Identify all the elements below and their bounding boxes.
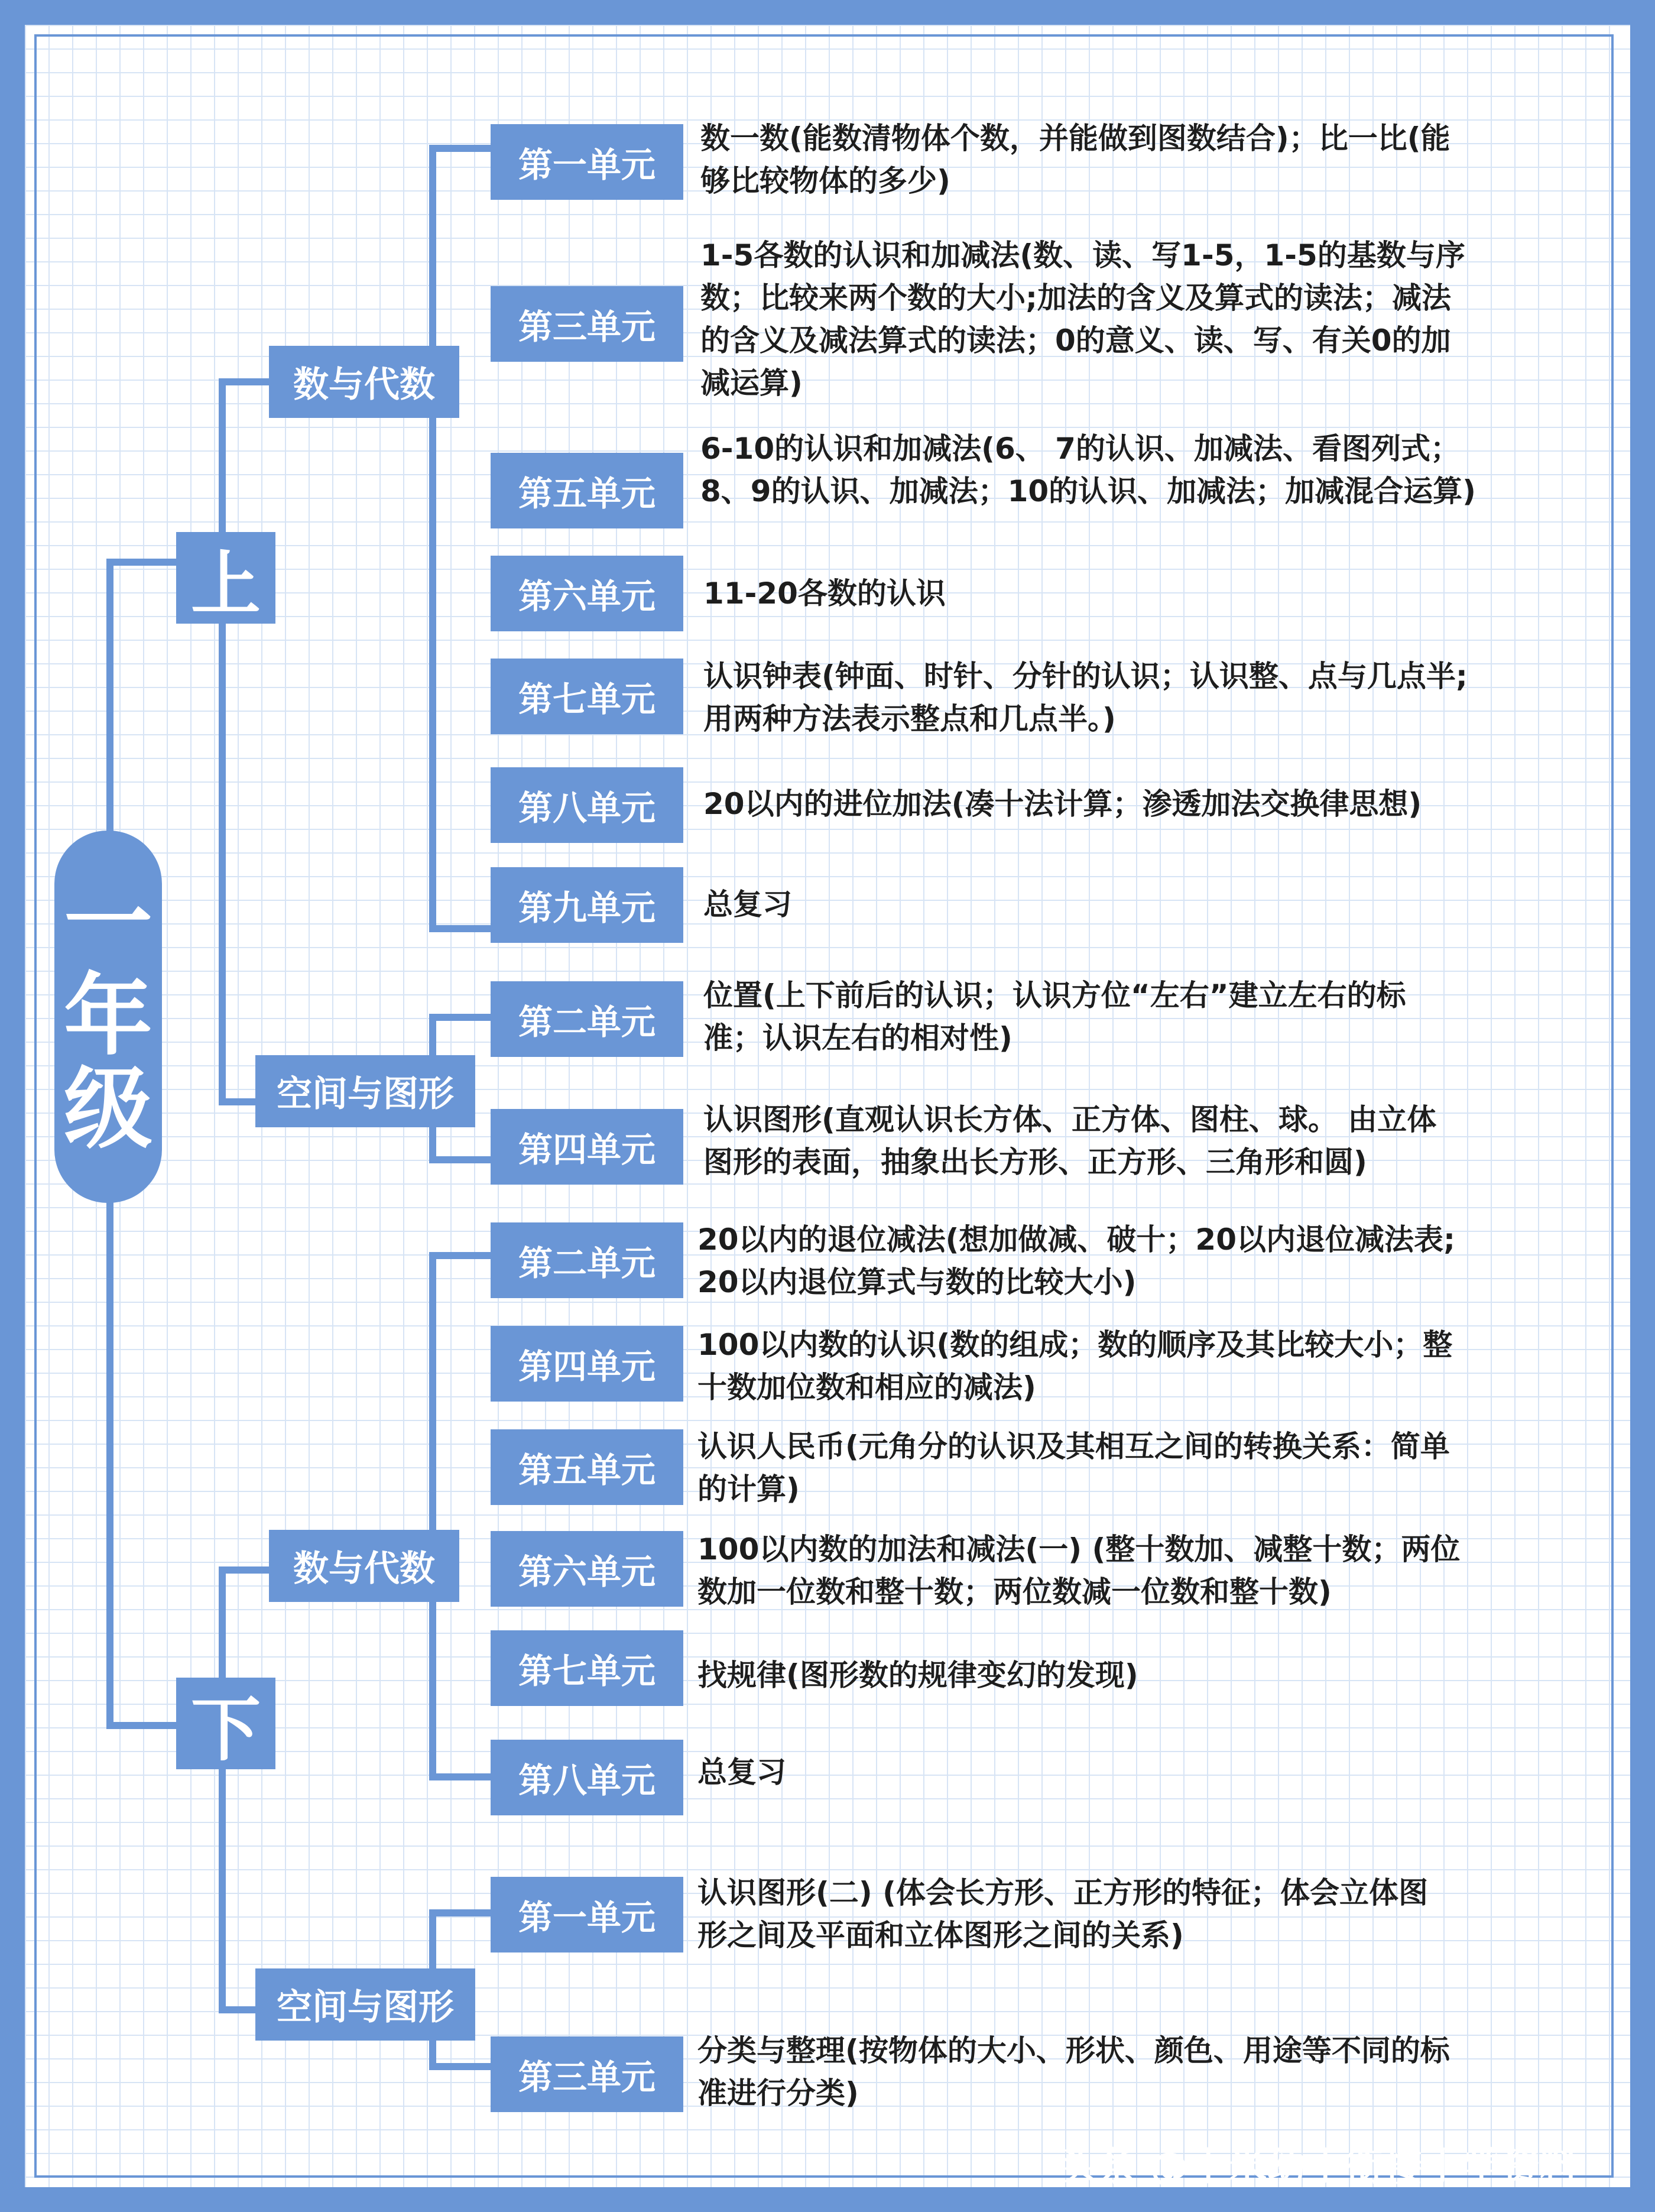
unit-description — [703, 877, 1614, 932]
unit-label: 第九单元 — [518, 888, 655, 928]
lower-category-number-algebra — [269, 1530, 459, 1602]
unit-label: 第二单元 — [518, 1243, 655, 1283]
root-label — [63, 871, 152, 1161]
unit-box — [491, 286, 683, 362]
upper-semester-node — [176, 532, 275, 624]
connector-l1-vertical — [429, 1252, 436, 1780]
watermark: 头条 @小米幼小衔接小学资料 — [1058, 2144, 1579, 2190]
upper-category-space-shape — [255, 1055, 475, 1127]
unit-description-text: 数一数(能数清物体个数，并能做到图数结合)；比一比(能 够比较物体的多少) — [700, 121, 1450, 198]
unit-description — [703, 972, 1614, 1061]
unit-description-text: 100以内数的加法和减法(一) (整十数加、减整十数；两位 数加一位数和整十数；两位数减一位数和整十数) — [697, 1532, 1461, 1609]
unit-description — [697, 1526, 1608, 1615]
unit-description — [703, 1097, 1614, 1185]
unit-description — [697, 1648, 1608, 1702]
connector-u1-stub7 — [429, 925, 491, 932]
unit-description — [703, 777, 1614, 831]
upper-semester-label: 上 — [190, 543, 261, 625]
root-char: 级 — [63, 1058, 152, 1161]
unit-description — [697, 1870, 1608, 1958]
category-label: 数与代数 — [293, 1548, 435, 1590]
unit-description-text: 100以内数的认识(数的组成；数的顺序及其比较大小；整 十数加位数和相应的减法) — [697, 1328, 1453, 1405]
unit-description-text: 总复习 — [697, 1755, 786, 1789]
unit-label: 第七单元 — [518, 1651, 655, 1691]
unit-box — [491, 867, 683, 943]
unit-description-text: 认识钟表(钟面、时针、分针的认识；认识整、点与几点半; 用两种方法表示整点和几点半。) — [703, 659, 1468, 736]
connector-l2-stub2 — [429, 2063, 491, 2070]
unit-label: 第一单元 — [518, 145, 655, 185]
unit-box — [491, 767, 683, 843]
unit-label: 第四单元 — [518, 1347, 655, 1387]
connector-l2-stub1 — [429, 1909, 491, 1916]
category-label: 空间与图形 — [277, 1073, 454, 1115]
connector-u1-stub1 — [429, 145, 491, 152]
unit-label: 第五单元 — [518, 473, 655, 514]
unit-description-text: 认识人民币(元角分的认识及其相互之间的转换关系：简单 的计算) — [697, 1429, 1450, 1506]
connector-lower-vertical — [219, 1566, 226, 2013]
unit-description-text: 6-10的认识和加减法(6、 7的认识、加减法、看图列式； 8、9的认识、加减法；10的认识、加减法；加减混合运算) — [700, 432, 1476, 508]
connector-root-upper — [106, 559, 177, 566]
unit-description-text: 位置(上下前后的认识；认识方位“左右”建立左右的标 准；认识左右的相对性) — [703, 978, 1406, 1055]
unit-description-text: 1-5各数的认识和加减法(数、读、写1-5，1-5的基数与序 数；比较来两个数的大小;加法的含义及算式的读法；减法 的含义及减法算式的读法；0的意义、读、写、有关0的加 减运算) — [700, 238, 1465, 400]
unit-box — [491, 556, 683, 631]
unit-label: 第六单元 — [518, 1552, 655, 1592]
unit-label: 第三单元 — [518, 2057, 655, 2097]
unit-description — [697, 1745, 1608, 1799]
connector-root-lower — [106, 1722, 177, 1729]
connector-l1-stub6 — [429, 1773, 491, 1780]
connector-l1-stub1 — [429, 1252, 491, 1259]
unit-description-text: 分类与整理(按物体的大小、形状、颜色、用途等不同的标 准进行分类) — [697, 2033, 1450, 2110]
connector-u1-vertical — [429, 145, 436, 932]
category-label: 数与代数 — [293, 364, 435, 406]
unit-label: 第八单元 — [518, 1760, 655, 1801]
unit-description — [697, 1217, 1608, 1305]
unit-box — [491, 453, 683, 528]
unit-box — [491, 1877, 683, 1952]
unit-box — [491, 1740, 683, 1815]
unit-box — [491, 1630, 683, 1706]
category-label: 空间与图形 — [277, 1987, 454, 2028]
unit-box — [491, 1109, 683, 1185]
unit-label: 第八单元 — [518, 788, 655, 828]
unit-label: 第四单元 — [518, 1130, 655, 1170]
unit-label: 第三单元 — [518, 307, 655, 347]
unit-description-text: 认识图形(二) (体会长方形、正方形的特征；体会立体图 形之间及平面和立体图形之间的关系) — [697, 1876, 1428, 1952]
unit-description — [697, 2028, 1608, 2116]
unit-box — [491, 981, 683, 1057]
unit-box — [491, 1531, 683, 1607]
unit-label: 第五单元 — [518, 1450, 655, 1490]
unit-description-text: 11-20各数的认识 — [703, 576, 946, 611]
root-char: 一 — [63, 871, 152, 975]
unit-description — [697, 1423, 1608, 1512]
unit-label: 第一单元 — [518, 1898, 655, 1938]
lower-semester-label: 下 — [190, 1688, 261, 1770]
unit-box — [491, 1429, 683, 1505]
root-node — [54, 831, 162, 1203]
unit-description — [700, 109, 1611, 210]
unit-description-text: 认识图形(直观认识长方体、正方体、图柱、球。 由立体 图形的表面，抽象出长方形、正方形、三角形和圆) — [703, 1102, 1437, 1179]
upper-category-number-algebra — [269, 346, 459, 418]
unit-label: 第六单元 — [518, 576, 655, 617]
unit-box — [491, 1326, 683, 1402]
connector-upper-vertical — [219, 378, 226, 1105]
unit-description-text: 找规律(图形数的规律变幻的发现) — [697, 1658, 1138, 1692]
connector-lower-group1 — [219, 1566, 272, 1574]
connector-upper-group1 — [219, 378, 272, 385]
lower-category-space-shape — [255, 1968, 475, 2041]
unit-description — [703, 653, 1614, 742]
unit-box — [491, 1222, 683, 1298]
unit-description-text: 20以内的进位加法(凑十法计算；渗透加法交换律思想) — [703, 787, 1422, 821]
unit-description-text: 20以内的退位减法(想加做减、破十；20以内退位减法表; 20以内退位算式与数的比较大小) — [697, 1222, 1456, 1299]
unit-description — [700, 426, 1611, 514]
unit-description — [703, 566, 1614, 621]
connector-u2-stub1 — [429, 1014, 491, 1021]
unit-box — [491, 659, 683, 734]
unit-box — [491, 124, 683, 200]
unit-description — [700, 233, 1611, 405]
connector-u2-stub2 — [429, 1156, 491, 1163]
unit-label: 第七单元 — [518, 679, 655, 719]
root-char: 年 — [63, 965, 152, 1068]
unit-description-text: 总复习 — [703, 887, 792, 922]
unit-description — [697, 1322, 1608, 1410]
lower-semester-node — [176, 1678, 275, 1769]
unit-label: 第二单元 — [518, 1002, 655, 1042]
unit-box — [491, 2036, 683, 2112]
